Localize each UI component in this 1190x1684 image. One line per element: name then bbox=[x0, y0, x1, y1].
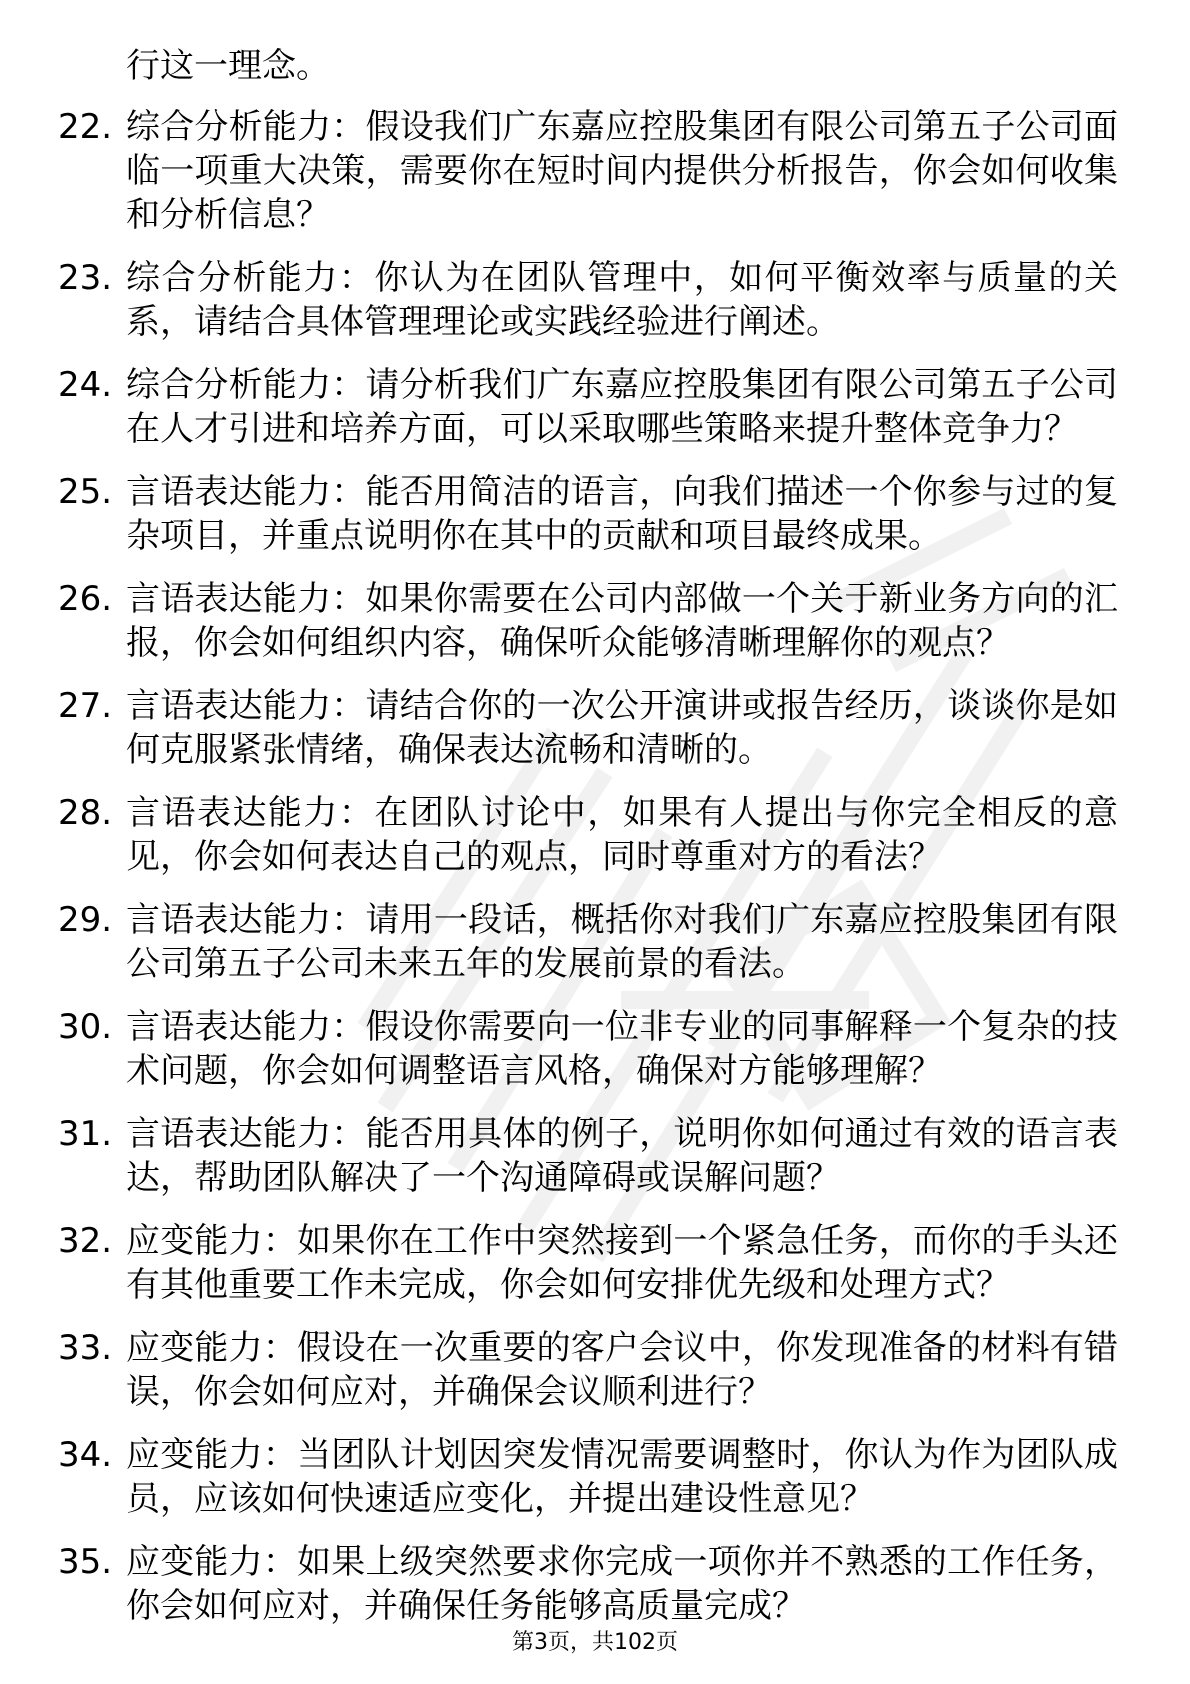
question-item bbox=[58, 105, 1118, 237]
question-number: 25. bbox=[58, 472, 113, 512]
page-footer bbox=[0, 1628, 1190, 1658]
question-number: 28. bbox=[58, 793, 113, 833]
question-number: 27. bbox=[58, 686, 113, 726]
question-text: 言语表达能力：请结合你的一次公开演讲或报告经历，谈谈你是如何克服紧张情绪，确保表达流畅和清晰的。 bbox=[126, 686, 1118, 770]
question-number: 26. bbox=[58, 579, 113, 619]
question-number: 31. bbox=[58, 1114, 113, 1154]
question-list bbox=[58, 105, 1118, 1647]
question-item bbox=[58, 1219, 1118, 1307]
question-number: 35. bbox=[58, 1542, 113, 1582]
question-number: 29. bbox=[58, 900, 113, 940]
question-text: 综合分析能力：假设我们广东嘉应控股集团有限公司第五子公司面临一项重大决策，需要你在短时间内提供分析报告，你会如何收集和分析信息？ bbox=[126, 107, 1118, 235]
question-text: 言语表达能力：如果你需要在公司内部做一个关于新业务方向的汇报，你会如何组织内容，确保听众能够清晰理解你的观点？ bbox=[126, 579, 1118, 663]
question-number: 23. bbox=[58, 258, 113, 298]
continuation-text: 行这一理念。 bbox=[126, 46, 330, 86]
question-item bbox=[58, 684, 1118, 772]
question-item bbox=[58, 577, 1118, 665]
question-item bbox=[58, 1112, 1118, 1200]
question-item bbox=[58, 256, 1118, 344]
question-text: 应变能力：如果上级突然要求你完成一项你并不熟悉的工作任务，你会如何应对，并确保任务能够高质量完成？ bbox=[126, 1542, 1118, 1626]
question-number: 34. bbox=[58, 1435, 113, 1475]
question-number: 32. bbox=[58, 1221, 113, 1261]
question-item bbox=[58, 363, 1118, 451]
page-number-label: 第3页，共102页 bbox=[512, 1630, 678, 1655]
question-item bbox=[58, 1326, 1118, 1414]
question-text: 应变能力：当团队计划因突发情况需要调整时，你认为作为团队成员，应该如何快速适应变化，并提出建设性意见？ bbox=[126, 1435, 1118, 1519]
question-item bbox=[58, 470, 1118, 558]
question-text: 应变能力：如果你在工作中突然接到一个紧急任务，而你的手头还有其他重要工作未完成，你会如何安排优先级和处理方式？ bbox=[126, 1221, 1118, 1305]
question-text: 应变能力：假设在一次重要的客户会议中，你发现准备的材料有错误，你会如何应对，并确保会议顺利进行？ bbox=[126, 1328, 1118, 1412]
question-number: 24. bbox=[58, 365, 113, 405]
question-text: 言语表达能力：在团队讨论中，如果有人提出与你完全相反的意见，你会如何表达自己的观点，同时尊重对方的看法？ bbox=[126, 793, 1118, 877]
question-item bbox=[58, 898, 1118, 986]
question-item bbox=[58, 791, 1118, 879]
question-item bbox=[58, 1005, 1118, 1093]
question-item bbox=[58, 1433, 1118, 1521]
question-item bbox=[58, 1540, 1118, 1628]
question-text: 言语表达能力：请用一段话，概括你对我们广东嘉应控股集团有限公司第五子公司未来五年的发展前景的看法。 bbox=[126, 900, 1118, 984]
question-text: 言语表达能力：假设你需要向一位非专业的同事解释一个复杂的技术问题，你会如何调整语言风格，确保对方能够理解？ bbox=[126, 1007, 1118, 1091]
question-number: 30. bbox=[58, 1007, 113, 1047]
question-number: 33. bbox=[58, 1328, 113, 1368]
question-number: 22. bbox=[58, 107, 113, 147]
question-text: 言语表达能力：能否用具体的例子，说明你如何通过有效的语言表达，帮助团队解决了一个沟通障碍或误解问题？ bbox=[126, 1114, 1118, 1198]
question-text: 言语表达能力：能否用简洁的语言，向我们描述一个你参与过的复杂项目，并重点说明你在其中的贡献和项目最终成果。 bbox=[126, 472, 1118, 556]
question-text: 综合分析能力：你认为在团队管理中，如何平衡效率与质量的关系，请结合具体管理理论或实践经验进行阐述。 bbox=[126, 258, 1118, 342]
question-text: 综合分析能力：请分析我们广东嘉应控股集团有限公司第五子公司在人才引进和培养方面，可以采取哪些策略来提升整体竞争力？ bbox=[126, 365, 1118, 449]
